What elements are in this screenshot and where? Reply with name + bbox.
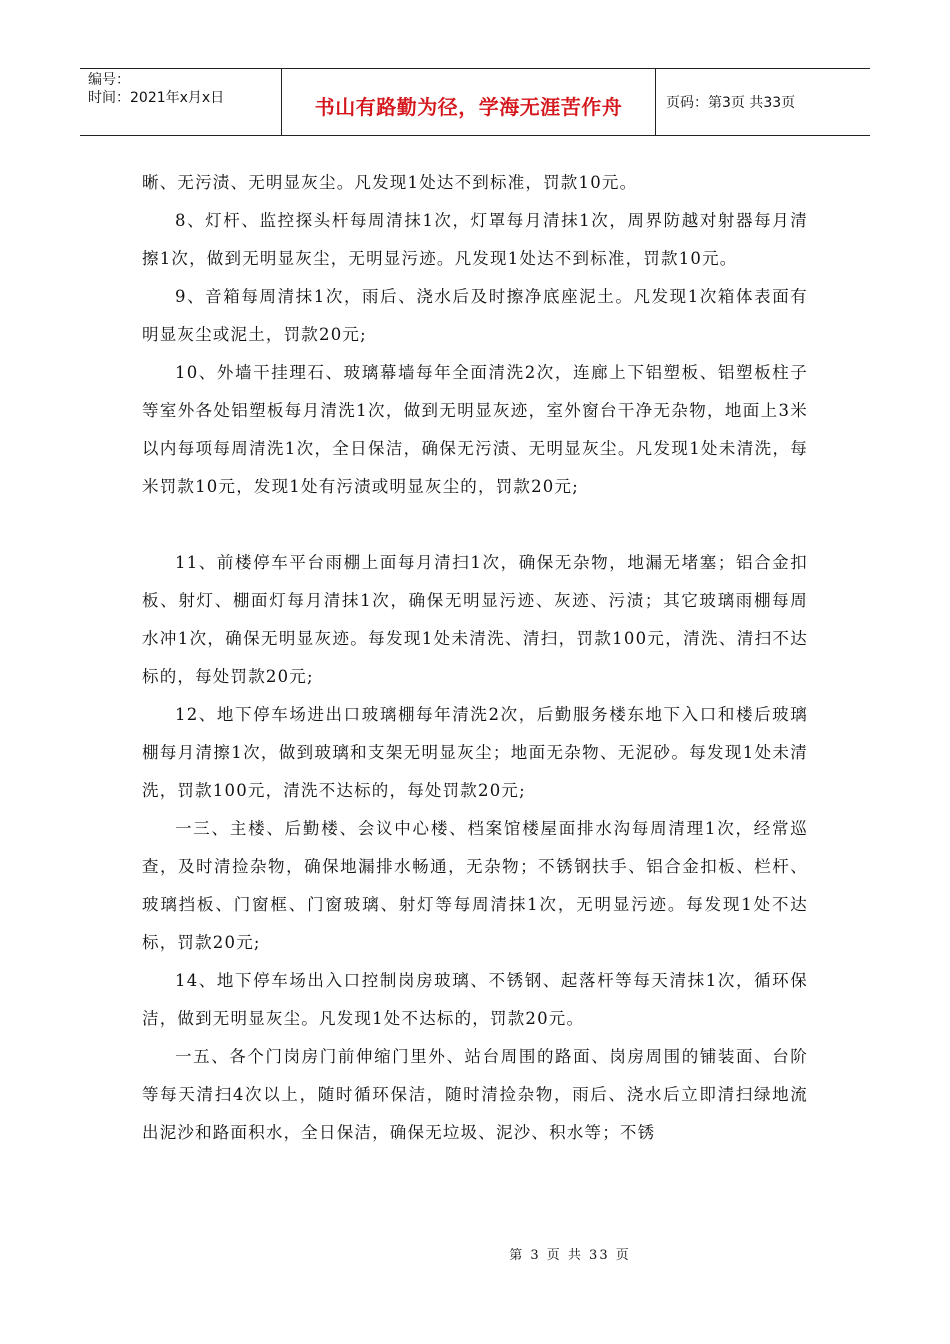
paragraph-item-15: 一五、各个门岗房门前伸缩门里外、站台周围的路面、岗房周围的铺装面、台阶等每天清扫4次以上，随时循环保洁，随时清捡杂物，雨后、浇水后立即清扫绿地流出泥沙和路面积水，全日保洁，确保无垃圾、泥沙、积水等；不锈 xyxy=(142,1047,808,1142)
paragraph-item-14: 14、地下停车场出入口控制岗房玻璃、不锈钢、起落杆等每天清抹1次，循环保洁，做到无明显灰尘。凡发现1处不达标的，罚款20元。 xyxy=(142,971,808,1028)
paragraph-item-12: 12、地下停车场进出口玻璃棚每年清洗2次，后勤服务楼东地下入口和楼后玻璃棚每月清擦1次，做到玻璃和支架无明显灰尘；地面无杂物、无泥砂。每发现1处未清洗，罚款100元，清洗不达标的，每处罚款20元; xyxy=(142,705,808,800)
document-body xyxy=(142,164,808,1152)
header-table xyxy=(80,68,870,136)
paragraph-item-9: 9、音箱每周清抹1次，雨后、浇水后及时擦净底座泥土。凡发现1次箱体表面有明显灰尘或泥土，罚款20元; xyxy=(142,287,808,344)
paragraph-continuation: 晰、无污渍、无明显灰尘。凡发现1处达不到标准，罚款10元。 xyxy=(142,173,638,192)
paragraph-item-13: 一三、主楼、后勤楼、会议中心楼、档案馆楼屋面排水沟每周清理1次，经常巡查，及时清捡杂物，确保地漏排水畅通，无杂物；不锈钢扶手、铝合金扣板、栏杆、玻璃挡板、门窗框、门窗玻璃、射灯等每周清抹1次，无明显污迹。每发现1处不达标，罚款20元; xyxy=(142,819,808,952)
paragraph-item-10: 10、外墙干挂理石、玻璃幕墙每年全面清洗2次，连廊上下铝塑板、铝塑板柱子等室外各处铝塑板每月清洗1次，做到无明显灰迹，室外窗台干净无杂物，地面上3米以内每项每周清洗1次，全日保洁，确保无污渍、无明显灰尘。凡发现1处未清洗，每米罚款10元，发现1处有污渍或明显灰尘的，罚款20元; xyxy=(142,363,808,496)
paragraph-item-8: 8、灯杆、监控探头杆每周清抹1次，灯罩每月清抹1次，周界防越对射器每月清擦1次，做到无明显灰尘，无明显污迹。凡发现1处达不到标准，罚款10元。 xyxy=(142,211,808,268)
page-footer: 第 3 页 共 33 页 xyxy=(509,1248,631,1263)
paragraph-item-11: 11、前楼停车平台雨棚上面每月清扫1次，确保无杂物，地漏无堵塞；铝合金扣板、射灯、棚面灯每月清抹1次，确保无明显污迹、灰迹、污渍；其它玻璃雨棚每周水冲1次，确保无明显灰迹。每发现1处未清洗、清扫，罚款100元，清洗、清扫不达标的，每处罚款20元; xyxy=(142,553,808,686)
motto: 书山有路勤为径，学海无涯苦作舟 xyxy=(282,69,656,135)
page-info: 页码：第3页 共33页 xyxy=(666,95,796,111)
number-label: 编号： xyxy=(88,72,130,88)
header-meta xyxy=(80,69,282,135)
date-label: 时间：2021年x月x日 xyxy=(88,90,225,106)
